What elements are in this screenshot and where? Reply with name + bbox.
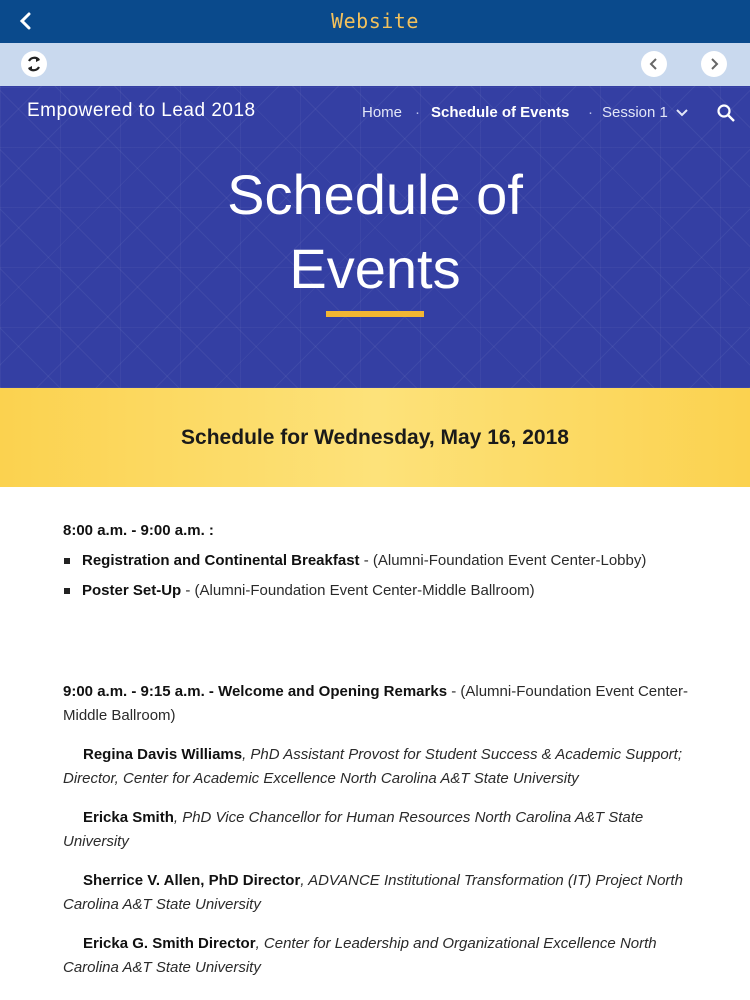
speaker-title: , PhD Vice Chancellor for Human Resources North Carolina A&T State University <box>63 809 644 850</box>
search-button[interactable] <box>716 103 736 123</box>
chevron-left-icon <box>648 57 660 71</box>
page-title-line2: Events <box>289 237 461 300</box>
page-title <box>0 158 750 306</box>
nav-session-dropdown[interactable] <box>602 104 688 121</box>
search-icon <box>716 103 736 123</box>
event-name: Registration and Continental Breakfast <box>82 552 360 569</box>
speaker-entry <box>63 869 693 917</box>
chevron-down-icon <box>676 109 688 117</box>
title-accent-bar <box>326 311 424 317</box>
browser-back-button[interactable] <box>641 51 667 77</box>
speaker-title: , PhD Assistant Provost for Student Success & Academic Support; Director, Center for Academic Excellence North Carolina A&T State University <box>63 746 683 787</box>
browser-forward-button[interactable] <box>701 51 727 77</box>
browser-toolbar <box>0 43 750 86</box>
nav-home[interactable]: Home <box>362 104 403 121</box>
speaker-entry <box>63 932 693 980</box>
event-location: - (Alumni-Foundation Event Center-Lobby) <box>359 552 647 569</box>
event-name: Poster Set-Up <box>82 582 182 599</box>
nav-separator: · <box>588 104 593 121</box>
reload-button[interactable] <box>21 51 47 77</box>
app-title: Website <box>331 9 419 33</box>
schedule-date-heading: Schedule for Wednesday, May 16, 2018 <box>181 426 569 449</box>
time-slot: 9:00 a.m. - 9:15 a.m. - <box>63 683 219 700</box>
list-item <box>63 549 693 573</box>
speaker-entry <box>63 743 693 791</box>
nav-schedule-of-events[interactable]: Schedule of Events <box>431 104 570 121</box>
date-band <box>0 388 750 487</box>
app-bar <box>0 0 750 43</box>
event-location: - (Alumni-Foundation Event Center-Middle Ballroom) <box>63 683 688 724</box>
speaker-name: Sherrice V. Allen, PhD Director <box>83 872 301 889</box>
speaker-title: , ADVANCE Institutional Transformation (IT) Project North Carolina A&T State University <box>63 872 683 913</box>
page-title-line1: Schedule of <box>227 163 523 226</box>
hero-banner <box>0 86 750 388</box>
speaker-name: Ericka G. Smith Director <box>83 935 256 952</box>
speaker-entry <box>63 806 693 854</box>
schedule-block-1 <box>63 519 693 603</box>
speaker-name: Regina Davis Williams <box>83 746 243 763</box>
site-name[interactable]: Empowered to Lead 2018 <box>27 100 256 121</box>
time-slot: 8:00 a.m. - 9:00 a.m. : <box>63 522 214 539</box>
nav-session-label: Session 1 <box>602 104 668 121</box>
speaker-title: , Center for Leadership and Organizational Excellence North Carolina A&T State University <box>63 935 657 976</box>
list-item <box>63 579 693 603</box>
event-location: - (Alumni-Foundation Event Center-Middle Ballroom) <box>181 582 535 599</box>
chevron-right-icon <box>708 57 720 71</box>
schedule-block-2 <box>63 680 693 980</box>
event-heading <box>63 680 693 728</box>
speaker-name: Ericka Smith <box>83 809 174 826</box>
event-name: Welcome and Opening Remarks <box>218 683 448 700</box>
refresh-icon <box>24 54 44 74</box>
nav-separator: · <box>415 104 420 121</box>
event-list <box>63 549 693 603</box>
